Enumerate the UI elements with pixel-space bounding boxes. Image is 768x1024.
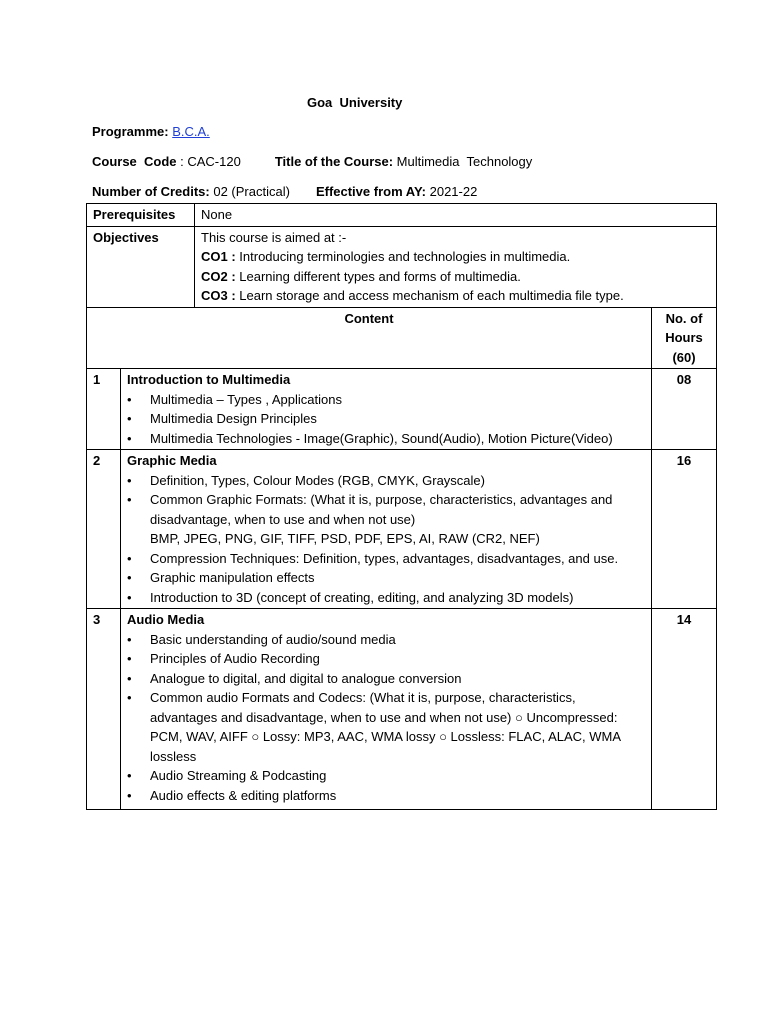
topic-item: • Audio Streaming & Podcasting — [127, 766, 645, 786]
unit-hours: 08 — [652, 369, 717, 450]
credits-value: 02 (Practical) — [209, 184, 290, 199]
unit-row-3 — [87, 609, 717, 810]
topic-item: • Multimedia Technologies - Image(Graphic), Sound(Audio), Motion Picture(Video) — [127, 429, 645, 449]
topic-item: • Introduction to 3D (concept of creating, editing, and analyzing 3D models) — [127, 588, 645, 608]
topic-item: • Multimedia Design Principles — [127, 409, 645, 429]
unit-topic-list — [127, 471, 645, 608]
topic-item: • Principles of Audio Recording — [127, 649, 645, 669]
course-title-value: Multimedia Technology — [393, 154, 533, 169]
topic-item: • Multimedia – Types , Applications — [127, 390, 645, 410]
unit-row-2 — [87, 450, 717, 609]
topic-item: • Audio effects & editing platforms — [127, 786, 645, 806]
objective-co2: CO2 : Learning different types and forms of multimedia. — [201, 268, 521, 284]
effective-value: 2021-22 — [426, 184, 478, 199]
topic-item: • Graphic manipulation effects — [127, 568, 645, 588]
prerequisites-label: Prerequisites — [87, 204, 195, 227]
unit-number: 3 — [87, 609, 121, 810]
topic-item: • Compression Techniques: Definition, types, advantages, disadvantages, and use. — [127, 549, 645, 569]
university-title: Goa University — [307, 95, 403, 110]
course-code-label: Course Code — [92, 154, 177, 169]
unit-topic-list — [127, 390, 645, 449]
prerequisites-row — [87, 204, 717, 227]
objectives-label: Objectives — [87, 226, 195, 307]
credits-line — [92, 184, 477, 199]
course-line — [92, 154, 532, 169]
objective-co3: CO3 : Learn storage and access mechanism of each multimedia file type. — [201, 288, 624, 303]
unit-number: 2 — [87, 450, 121, 609]
unit-topic-list — [127, 630, 645, 806]
objectives-row — [87, 226, 717, 307]
programme-link[interactable]: B.C.A. — [172, 124, 210, 139]
topic-item: • Basic understanding of audio/sound media — [127, 630, 645, 650]
effective-label: Effective from AY: — [315, 184, 426, 199]
objective-co1: CO1 : Introducing terminologies and technologies in multimedia. — [201, 249, 571, 264]
course-title-label: Title of the Course: — [274, 154, 394, 169]
topic-item: • Common audio Formats and Codecs: (What it is, purpose, characteristics, advantages and disadvantage, when to use and when not use) ○ Uncompressed: PCM, WAV, AIFF ○ Lossy: MP3, AAC, WMA lossy ○ Lossless: FLAC, ALAC, WMA lossless — [127, 688, 645, 766]
content-header-row — [87, 307, 717, 369]
topic-item: • Definition, Types, Colour Modes (RGB, CMYK, Grayscale) — [127, 471, 645, 491]
programme-label: Programme: — [92, 124, 169, 139]
objectives-intro: This course is aimed at :- — [201, 229, 347, 245]
unit-hours: 16 — [652, 450, 717, 609]
graphic-formats-list: BMP, JPEG, PNG, GIF, TIFF, PSD, PDF, EPS, AI, RAW (CR2, NEF) — [150, 531, 540, 546]
unit-row-1 — [87, 369, 717, 450]
credits-label: Number of Credits: — [92, 184, 210, 199]
topic-item: • Common Graphic Formats: (What it is, purpose, characteristics, advantages and disadvantage, when to use and when not use) BMP, JPEG, PNG, GIF, TIFF, PSD, PDF, EPS, AI, RAW (CR2, NEF) — [127, 490, 645, 549]
hours-header: No. of Hours (60) — [652, 307, 717, 369]
unit-content — [121, 369, 652, 450]
unit-content — [121, 450, 652, 609]
unit-title: Audio Media — [127, 612, 205, 627]
course-code-value: : CAC-120 — [176, 154, 241, 169]
prerequisites-value: None — [195, 204, 717, 227]
content-header: Content — [87, 307, 652, 369]
objectives-cell — [195, 226, 717, 307]
unit-content — [121, 609, 652, 810]
unit-hours: 14 — [652, 609, 717, 810]
syllabus-table — [86, 203, 717, 810]
topic-item: • Analogue to digital, and digital to analogue conversion — [127, 669, 645, 689]
programme-line — [92, 124, 210, 139]
unit-number: 1 — [87, 369, 121, 450]
unit-title: Introduction to Multimedia — [127, 372, 291, 387]
unit-title: Graphic Media — [127, 453, 217, 468]
